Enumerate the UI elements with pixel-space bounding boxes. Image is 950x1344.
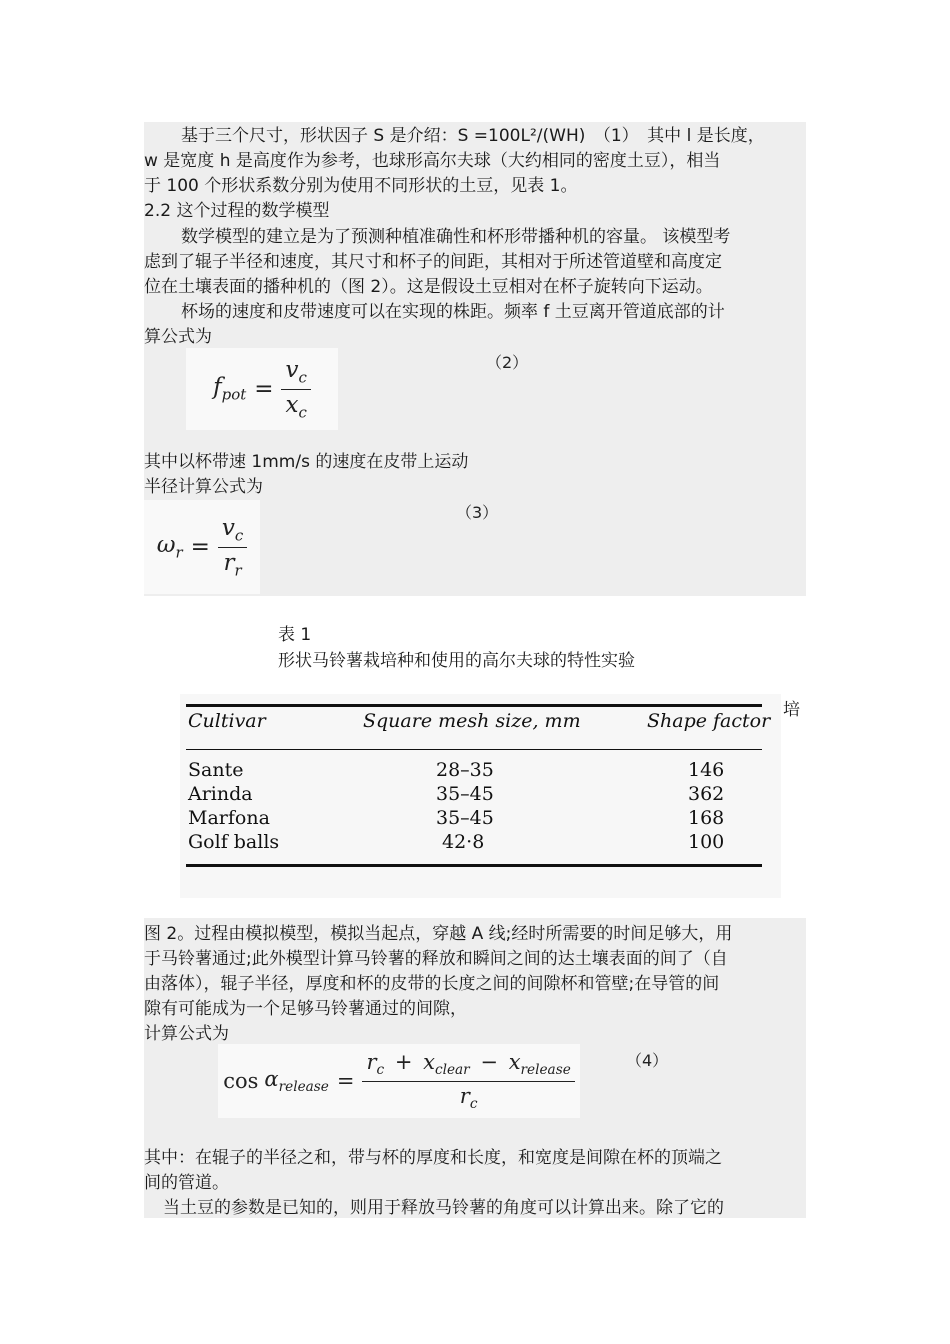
table-cell: 146 [688,759,725,781]
table-cell: 35–45 [436,807,494,829]
paragraph-line: 隙有可能成为一个足够马铃薯通过的间隙， [144,999,467,1019]
paragraph-line: 于 100 个形状系数分别为使用不同形状的土豆，见表 1。 [144,176,578,196]
eq2-lhs: $f_{pot}$ [213,374,247,404]
table-label: 表 1 [278,625,312,645]
paragraph-line: 当土豆的参数是已知的，则用于释放马铃薯的角度可以计算出来。除了它的 [163,1198,724,1218]
paragraph-line: 位在土壤表面的播种机的（图 2）。这是假设土豆相对在杯子旋转向下运动。 [144,277,713,297]
table-cell: Golf balls [188,831,280,853]
paragraph-line: 其中：在辊子的半径之和，带与杯的厚度和长度，和宽度是间隙在杯的顶端之 [144,1148,722,1168]
table-cell: 168 [688,807,725,829]
equation-number: （2） [486,353,529,372]
table-caption: 形状马铃薯栽培种和使用的高尔夫球的特性实验 [278,651,635,671]
table-header-cultivar: Cultivar [188,710,266,732]
table-cell: 35–45 [436,783,494,805]
table-cell: 362 [688,783,725,805]
equation-2: $f_{pot}$ = $\frac{v_c}{x_c}$ [186,348,338,430]
paragraph-line: 图 2。过程由模拟模型，模拟当起点，穿越 A 线;经时所需要的时间足够大，用 [144,924,733,944]
paragraph-line: w 是宽度 h 是高度作为参考，也球形高尔夫球（大约相同的密度土豆），相当 [144,151,721,171]
paragraph-line: 基于三个尺寸，形状因子 S 是介绍：S =100L²/(WH) （1） 其中 l 是长度， [181,126,765,146]
paragraph-line: 虑到了辊子半径和速度，其尺寸和杯子的间距，其相对于所述管道壁和高度定 [144,252,722,272]
equation-4: cos $\alpha_{release}$ = $\frac{r_c + x_{clear} - x_{release}}{r_c}$ [218,1044,580,1118]
paragraph-line: 半径计算公式为 [144,477,263,497]
paragraph-line: 算公式为 [144,327,212,347]
eq4-fraction: $\frac{r_c + x_{clear} - x_{release}}{r_c}$ [362,1050,574,1111]
eq3-fraction: $\frac{v_c}{r_r}$ [218,515,247,579]
shape-factor-table [180,694,781,898]
eq4-func: cos [223,1069,259,1093]
paragraph-line: 其中以杯带速 1mm/s 的速度在皮带上运动 [144,452,469,472]
table-top-rule [186,704,762,707]
table-header-shape-factor: Shape factor [647,710,771,732]
equation-number: （3） [456,503,499,522]
paragraph-line: 数学模型的建立是为了预测种植准确性和杯形带播种机的容量。 该模型考 [181,227,731,247]
table-header-rule [186,749,762,750]
equation-3: $\omega_r$ = $\frac{v_c}{r_r}$ [144,500,260,594]
eq3-lhs: $\omega_r$ [156,532,183,562]
table-cell: 28–35 [436,759,494,781]
section-heading: 2.2 这个过程的数学模型 [144,201,330,221]
paragraph-line: 杯场的速度和皮带速度可以在实现的株距。频率 f 土豆离开管道底部的计 [181,302,725,322]
eq2-fraction: $\frac{v_c}{x_c}$ [281,357,310,421]
table-header-mesh-size: Square mesh size, mm [363,710,581,732]
paragraph-line: 由落体），辊子半径，厚度和杯的皮带的长度之间的间隙杯和管壁;在导管的间 [144,974,720,994]
eq4-lhs: $\alpha_{release}$ [264,1066,329,1096]
table-bottom-rule [186,864,762,867]
table-cell: Marfona [188,807,270,829]
table-cell: Arinda [188,783,253,805]
equation-number: （4） [626,1051,669,1070]
table-cell: 42·8 [442,831,485,853]
paragraph-line: 于马铃薯通过;此外模型计算马铃薯的释放和瞬间之间的达土壤表面的间了（自 [144,949,728,969]
paragraph-line: 计算公式为 [144,1024,229,1044]
table-cell: 100 [688,831,725,853]
stray-character: 培 [783,700,800,720]
table-cell: Sante [188,759,244,781]
paragraph-line: 间的管道。 [144,1173,229,1193]
